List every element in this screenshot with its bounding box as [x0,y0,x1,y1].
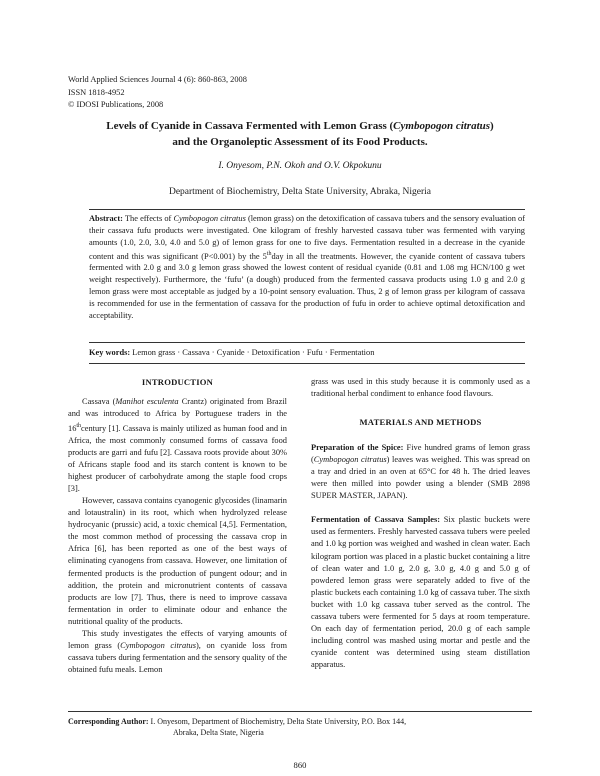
keywords-text: Lemon grass · Cassava · Cyanide · Detoxification · Fufu · Fermentation [130,348,375,357]
intro-paragraph-1 [68,396,287,495]
keywords [89,348,525,357]
paper-title [40,118,560,150]
abstract-text: (lemon grass) on the detoxification of cassava tubers and the sensory evaluation of their cassava fufu products were investigated. One kilogram of freshly harvested cassava tuber was fermented with varying amounts (1.0, 2.0, 3.0, 4.0 and 5.0 g) of lemon grass for one to five days. Fermentation resulted in a decrease in the cyanide content and this was significant (P<0.001) by the 5 [89,214,525,261]
title-species: Cymbopogon citratus [393,120,491,132]
subheading-fermentation: Fermentation of Cassava Samples: [311,515,441,525]
title-line2: and the Organoleptic Assessment of its Food Products. [172,136,428,148]
text-run: century [1]. Cassava is mainly utilized as human food and in Africa, the most commonly consumed forms of cassava food products are garri and fufu [2]. Cassava roots provide about 30% of Africans staple food and its starch content is known to be highest producer of carbohydrate among the staple food crops [3]. [68,423,287,494]
intro-heading: INTRODUCTION [141,377,214,387]
corresponding-label: Corresponding Author: [68,717,149,726]
affiliation: Department of Biochemistry, Delta State University, Abraka, Nigeria [168,187,432,197]
fermentation-paragraph [311,514,530,671]
species-name: Cymbopogon citratus [120,640,196,650]
rule-top [89,209,525,210]
text-run: This study investigates the effects of varying amounts of lemon grass ( [68,628,287,650]
intro-paragraph-3 [68,628,287,676]
page-number: 860 [293,760,307,770]
species-name: Cymbopogon citratus [313,455,387,465]
authors: I. Onyesom, P.N. Okoh and O.V. Okpokunu [218,161,382,171]
corresponding-line1: I. Onyesom, Department of Biochemistry, Delta State University, P.O. Box 144, [148,717,407,726]
spice-paragraph [311,442,530,502]
issn: ISSN 1818-4952 [68,87,125,97]
abstract [89,213,525,322]
superscript: th [76,423,82,430]
methods-heading: MATERIALS AND METHODS [359,417,482,428]
intro-continuation: grass was used in this study because it is commonly used as a traditional herbal condiment to enhance food flavours. [311,377,530,399]
left-column [68,376,287,676]
species-name: Manihot esculenta [115,397,179,407]
abstract-text: day in all the treatments. However, the cyanide content of cassava tubers fermented with 2.0 g and 3.0 g lemon grass showed the lowest content of residual cyanide (0.81 and 1.08 mg HCN/100 g wet weight respectively). Furthermore, the ‘fufu’ (a dough) produced from the fermented cassava products using 1.0 g and 2.0 g lemon grass were most acceptable as judged by a 10-point sensory evaluation. Thus, 2 g of lemon grass per kilogram of cassava is recommended for use in the fermentation of cassava for the production of fufu in order to achieve optimal detoxification and acceptability. [89,251,525,321]
text-run: Crantz) originated from Brazil and was introduced to Africa by Portuguese traders in the 16 [68,397,287,433]
abstract-sup: th [266,250,272,257]
title-part: ) [490,120,494,132]
journal-citation: World Applied Sciences Journal 4 (6): 860-863, 2008 [68,75,247,84]
text-run: Five hundred grams of lemon grass ( [311,443,530,465]
text-run: Cassava ( [82,397,116,407]
keywords-label: Key words: [89,348,131,357]
rule-mid [89,342,525,343]
text-run: ), on cyanide loss from cassava tubers during fermentation and the sensory quality of the obtained fufu meals. Lemon [68,640,287,674]
intro-paragraph-2: However, cassava contains cyanogenic glycosides (linamarin and lotaustralin) in its root, which when hydrolyzed release hydrocyanic (prussic) acid, a toxic chemical [4,5]. Fermentation, the most common method of processing the cassava crop in Africa [6], has been reported as one of the best ways of eliminating cyanogens from cassava. However, one limitation of fermented products is the production of pungent odour; and in addition, the protein and micronutrient contents of cassava products are low [7]. Thus, there is need to improve cassava fermentation in order to eliminate odour and enhance the nutritional quality of the products. [68,496,287,626]
subheading-spice: Preparation of the Spice: [311,443,404,453]
journal-header [68,74,247,112]
abstract-label: Abstract: [89,214,123,223]
title-part: Levels of Cyanide in Cassava Fermented with Lemon Grass ( [106,120,394,132]
footnote-rule [68,711,532,712]
text-run: Six plastic buckets were used as fermenters. Freshly harvested cassava tubers were peeled and 1.0 kg portion was weighed and washed in clean water. Each kilogram portion was placed in a plastic bucket containing a litre of clean water and 1.0 g, 2.0 g, 3.0 g, 4.0 g and 5.0 g of powdered lemon grass were separately added to five of the plastic buckets each containing 1.0 kg of cassava tuber. The sixth bucket with 1.0 kg cassava tuber served as the control. The cassava tubers were fermented for 5 days at room temperature. On each day of fermentation period, 20.0 g of each sample including control was mashed using mortar and pestle and the cyanide content was determined using steam distillation apparatus. [311,515,530,669]
corresponding-line2: Abraka, Delta State, Nigeria [173,728,264,737]
copyright: © IDOSI Publications, 2008 [68,100,164,109]
corresponding-author [68,716,406,738]
abstract-text: The effects of [122,214,174,223]
text-run: ) leaves was weighed. This was spread on a tray and dried in an oven at 65°C for 48 h. The dried leaves were then milled into powder using a blender (SMB 2898 SUPER MASTER, JAPAN). [311,455,530,501]
right-column [311,376,530,671]
abstract-species: Cymbopogon citratus [173,214,246,223]
rule-bottom [89,363,525,364]
